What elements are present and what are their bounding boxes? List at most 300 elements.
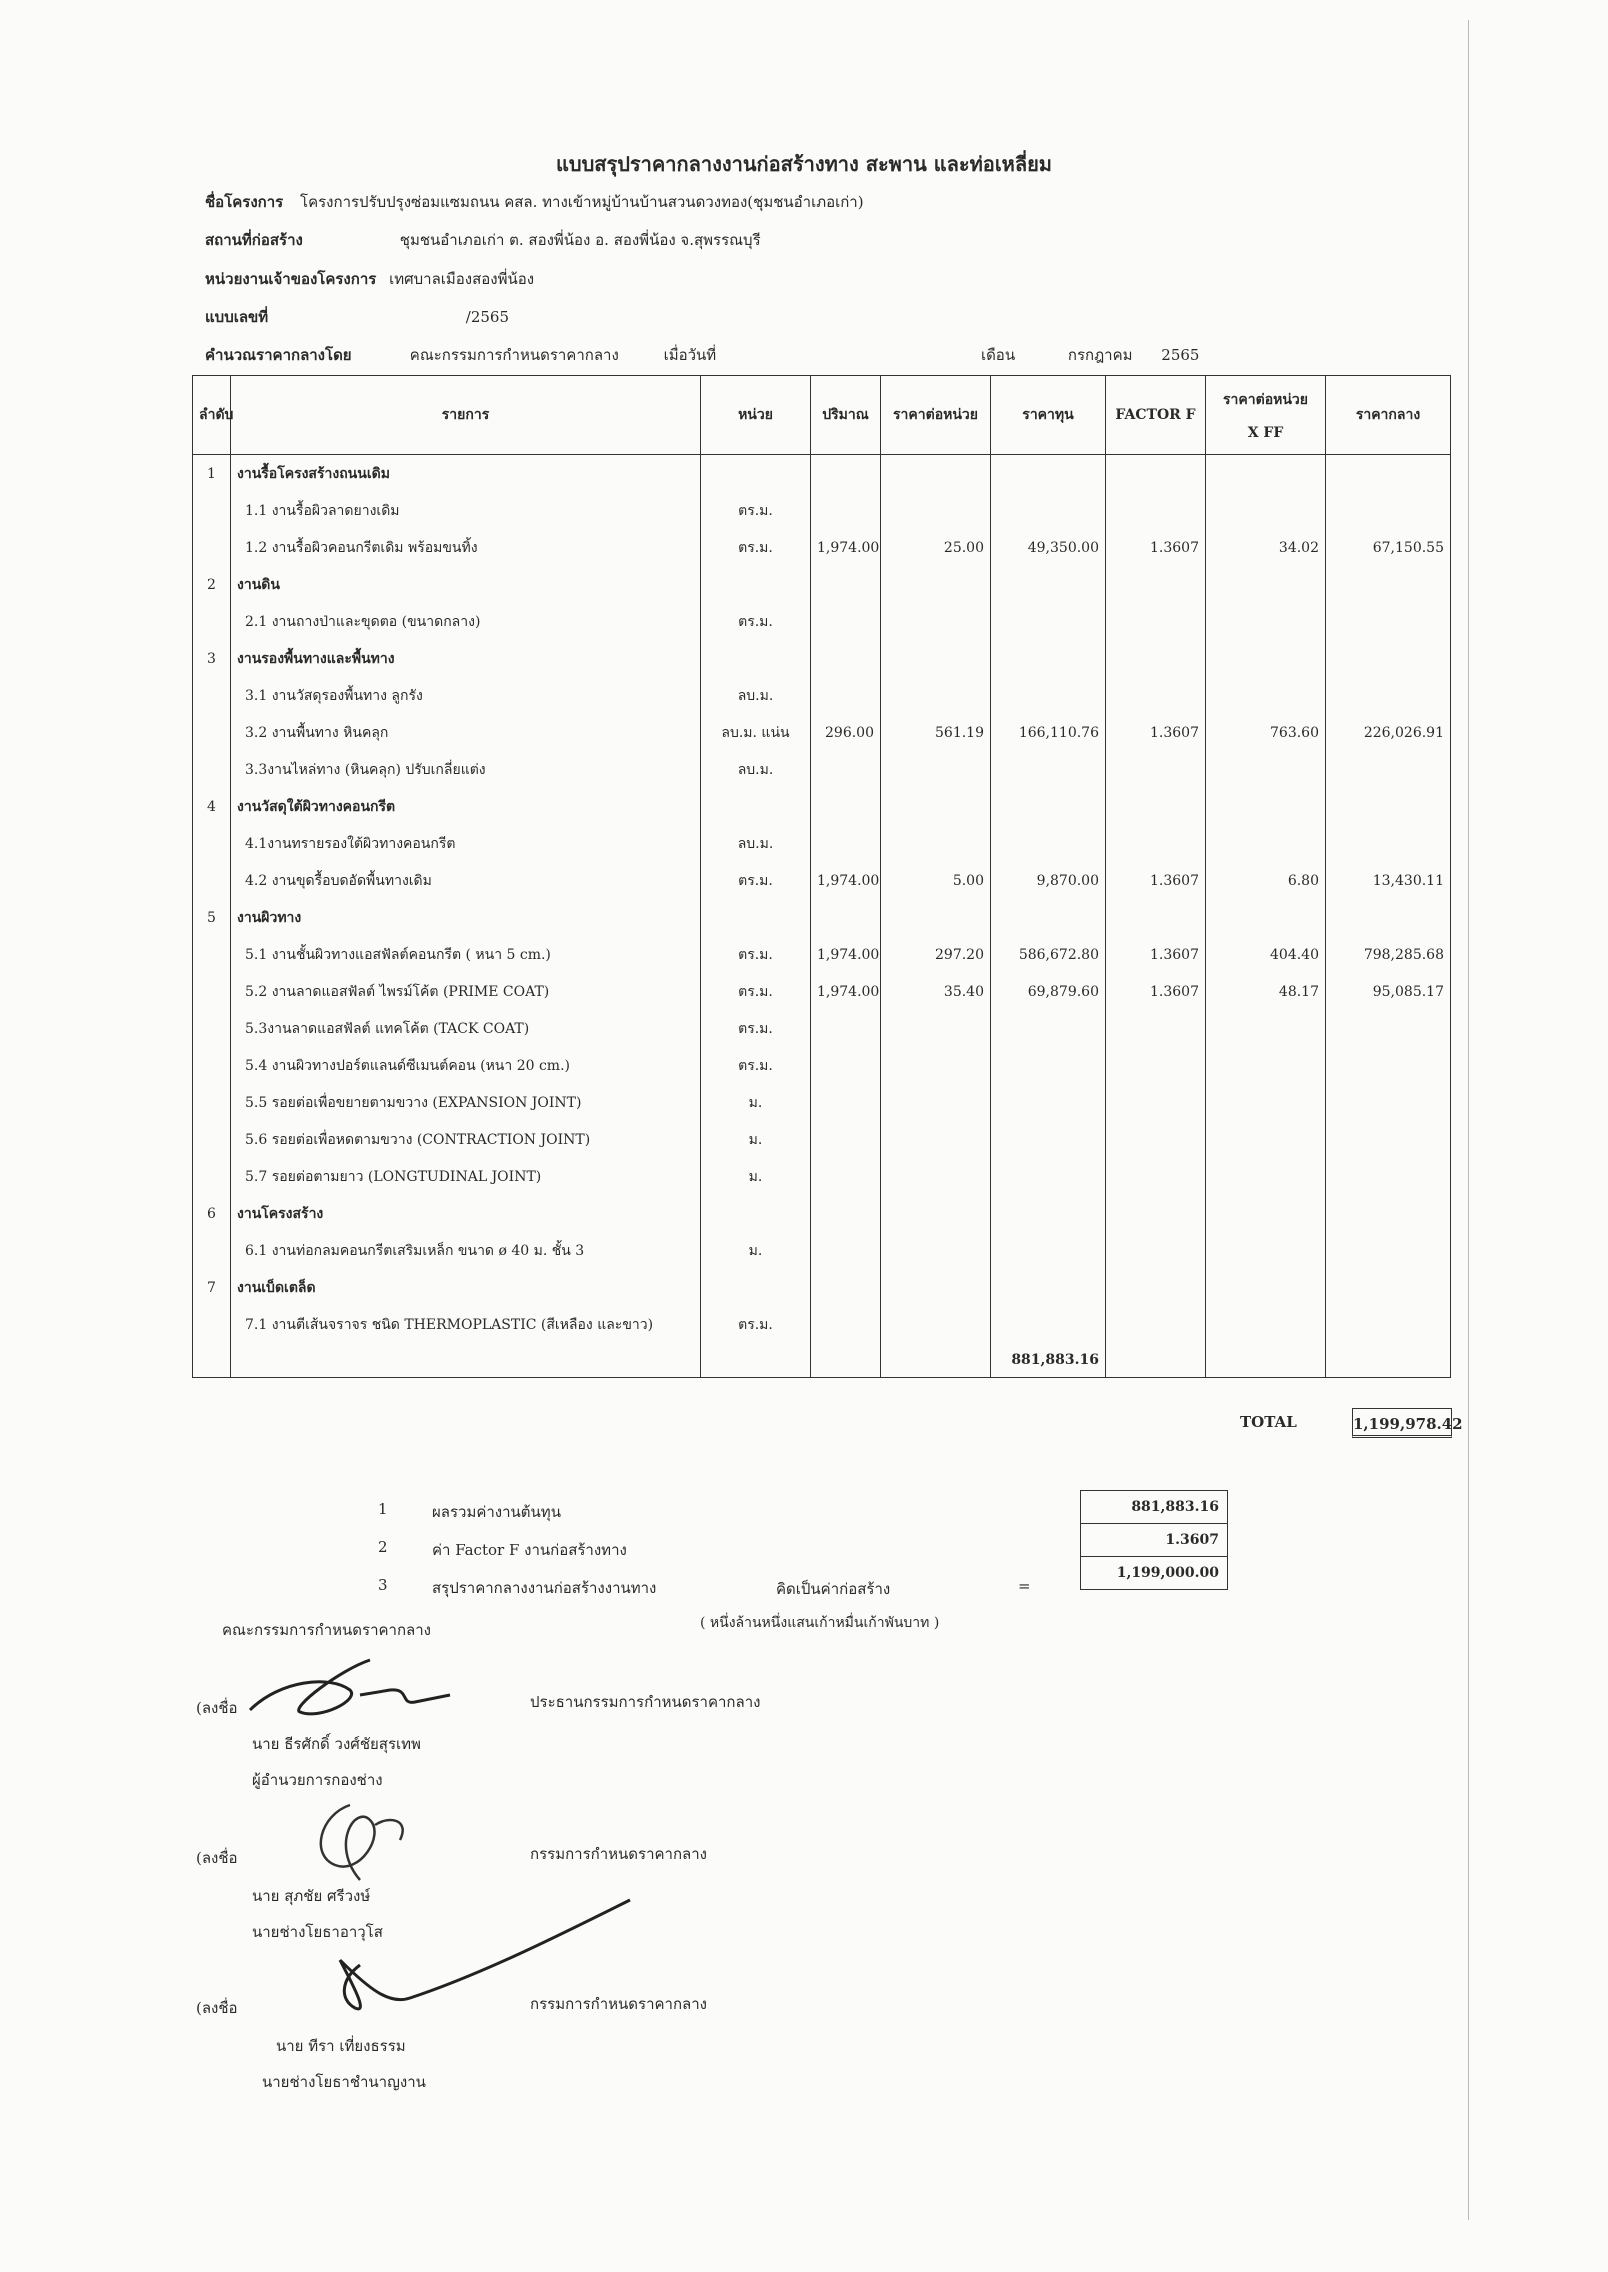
cell-unit: ตร.ม. [701,1047,811,1084]
summary-value-factor: 1.3607 [1081,1524,1227,1557]
cell-qty: 1,974.00 [811,529,881,566]
cell-item: 4.2 งานขุดรื้อบดอัดพื้นทางเดิม [231,862,701,899]
table-row [193,862,1451,899]
cell-qty [811,677,881,714]
calc-value: คณะกรรมการกำหนดราคากลาง [409,346,619,364]
cell-no: 7 [193,1269,231,1306]
cell-no: 6 [193,1195,231,1232]
section-row [193,788,1451,825]
cell-item: งานรื้อโครงสร้างถนนเดิม [231,455,701,493]
sign-label-2: (ลงชื่อ [196,1849,238,1867]
cell-unit-cost [881,1121,991,1158]
cell-unit: ตร.ม. [701,862,811,899]
cell-item: 7.1 งานตีเส้นจราจร ชนิด THERMOPLASTIC (สีเหลือง และขาว) [231,1306,701,1343]
cell-factor [1106,677,1206,714]
role-2: กรรมการกำหนดราคากลาง [530,1845,707,1863]
cell-cost [991,677,1106,714]
table-row [193,1047,1451,1084]
subtotal-empty-cell [1326,1343,1451,1378]
cell-no [193,603,231,640]
cell-cost [991,1232,1106,1269]
col-header-no: ลำดับ [193,376,231,455]
cell-unit-ff [1206,751,1326,788]
table-row [193,1158,1451,1195]
summary-no: 1 [378,1500,388,1518]
cell-unit-ff [1206,1232,1326,1269]
cell-factor [1106,1010,1206,1047]
project-value: โครงการปรับปรุงซ่อมแซมถนน คสล. ทางเข้าหมู่บ้านบ้านสวนดวงทอง(ชุมชนอำเภอเก่า) [300,193,864,211]
cell-qty [811,788,881,825]
cell-cost [991,1195,1106,1232]
subtotal-empty-cell [231,1343,701,1378]
table-row [193,751,1451,788]
col-header-unit-ff-line1: ราคาต่อหน่วย [1223,392,1308,408]
cell-no [193,936,231,973]
amount-words: ( หนึ่งล้านหนึ่งแสนเก้าหมื่นเก้าพันบาท ) [700,1615,940,1631]
cell-qty [811,1232,881,1269]
cell-unit-ff [1206,1269,1326,1306]
calc-as-label: คิดเป็นค่าก่อสร้าง [776,1580,891,1598]
col-header-median: ราคากลาง [1326,376,1451,455]
table-row [193,1084,1451,1121]
cell-factor [1106,1306,1206,1343]
summary-no: 2 [378,1538,388,1556]
cell-unit-ff [1206,1047,1326,1084]
cell-qty: 1,974.00 [811,862,881,899]
calc-label: คำนวณราคากลางโดย [205,346,352,364]
cell-median [1326,1269,1451,1306]
cell-median: 13,430.11 [1326,862,1451,899]
cell-item: งานวัสดุใต้ผิวทางคอนกรีต [231,788,701,825]
cell-unit [701,1195,811,1232]
cell-no [193,529,231,566]
cell-cost [991,1306,1106,1343]
cell-median [1326,1306,1451,1343]
cell-unit: ลบ.ม. แน่น [701,714,811,751]
cell-cost [991,825,1106,862]
cell-unit: ตร.ม. [701,1010,811,1047]
table-header-row [193,376,1451,455]
section-row [193,455,1451,493]
cell-unit [701,1269,811,1306]
cell-factor [1106,751,1206,788]
cell-cost [991,1047,1106,1084]
role-1: ประธานกรรมการกำหนดราคากลาง [530,1693,761,1711]
subtotal-empty-cell [811,1343,881,1378]
sign-label-1: (ลงชื่อ [196,1699,238,1717]
cell-factor: 1.3607 [1106,714,1206,751]
cell-factor: 1.3607 [1106,973,1206,1010]
col-header-unit-ff [1206,376,1326,455]
cell-median [1326,1232,1451,1269]
cell-unit: ตร.ม. [701,1306,811,1343]
cell-factor [1106,455,1206,493]
position-2: นายช่างโยธาอาวุโส [252,1923,383,1941]
cell-factor [1106,899,1206,936]
month-label: เดือน [980,346,1016,364]
cell-qty [811,1121,881,1158]
cell-item: 5.5 รอยต่อเพื่อขยายตามขวาง (EXPANSION JOINT) [231,1084,701,1121]
cell-median [1326,1195,1451,1232]
cell-unit-ff [1206,640,1326,677]
role-3: กรรมการกำหนดราคากลาง [530,1995,707,2013]
section-row [193,640,1451,677]
cell-cost [991,603,1106,640]
cell-median [1326,899,1451,936]
cell-qty [811,566,881,603]
summary-value-total: 1,199,000.00 [1116,1565,1219,1581]
name-1: นาย ธีรศักดิ์ วงศ์ชัยสุรเทพ [252,1735,421,1753]
cell-no [193,1158,231,1195]
col-header-qty: ปริมาณ [811,376,881,455]
cell-median: 95,085.17 [1326,973,1451,1010]
cell-median [1326,492,1451,529]
cell-unit-cost [881,1010,991,1047]
cell-unit: ม. [701,1232,811,1269]
cell-no: 1 [193,455,231,493]
cell-item: 1.1 งานรื้อผิวลาดยางเดิม [231,492,701,529]
year-value: 2565 [1161,346,1200,364]
cell-qty [811,1047,881,1084]
cell-unit-ff [1206,1195,1326,1232]
cell-unit-cost: 5.00 [881,862,991,899]
cell-cost [991,640,1106,677]
subtotal-empty-cell [881,1343,991,1378]
summary-no: 3 [378,1576,388,1594]
cell-qty [811,899,881,936]
cell-unit-ff [1206,455,1326,493]
subtotal-empty-cell [701,1343,811,1378]
cell-factor: 1.3607 [1106,936,1206,973]
cell-unit-cost [881,825,991,862]
cell-unit-ff [1206,677,1326,714]
table-row [193,677,1451,714]
cell-no [193,751,231,788]
cell-unit-ff: 763.60 [1206,714,1326,751]
cell-median: 67,150.55 [1326,529,1451,566]
cell-cost: 166,110.76 [991,714,1106,751]
project-label: ชื่อโครงการ [205,193,284,211]
cell-unit: ตร.ม. [701,936,811,973]
cell-factor [1106,492,1206,529]
cell-no [193,1047,231,1084]
cell-cost [991,1010,1106,1047]
cell-unit [701,899,811,936]
cell-item: 5.3งานลาดแอสฟัลต์ แทคโค้ต (TACK COAT) [231,1010,701,1047]
subtotal-empty-cell [193,1343,231,1378]
cell-factor [1106,1047,1206,1084]
cell-median [1326,640,1451,677]
cell-factor [1106,1195,1206,1232]
cell-qty [811,751,881,788]
cell-unit-ff: 48.17 [1206,973,1326,1010]
cell-unit-cost: 35.40 [881,973,991,1010]
cell-qty: 1,974.00 [811,973,881,1010]
table-row [193,936,1451,973]
cell-unit-cost [881,566,991,603]
section-row [193,1195,1451,1232]
cell-item: 5.1 งานชั้นผิวทางแอสฟัลต์คอนกรีต ( หนา 5 cm.) [231,936,701,973]
name-3: นาย ทีรา เที่ยงธรรม [276,2037,406,2055]
cell-item: 5.7 รอยต่อตามยาว (LONGTUDINAL JOINT) [231,1158,701,1195]
owner-value: เทศบาลเมืองสองพี่น้อง [389,270,535,288]
cell-unit-ff [1206,1306,1326,1343]
cell-median [1326,1084,1451,1121]
cell-cost [991,899,1106,936]
cell-unit-ff [1206,825,1326,862]
committee-heading: คณะกรรมการกำหนดราคากลาง [222,1621,431,1639]
table-row [193,1232,1451,1269]
cell-item: 3.1 งานวัสดุรองพื้นทาง ลูกรัง [231,677,701,714]
cell-factor [1106,1269,1206,1306]
cell-factor [1106,825,1206,862]
cell-factor [1106,1121,1206,1158]
cell-no [193,1306,231,1343]
cell-unit: ตร.ม. [701,529,811,566]
cell-item: 6.1 งานท่อกลมคอนกรีตเสริมเหล็ก ขนาด ø 40 ม. ชั้น 3 [231,1232,701,1269]
cell-unit-cost [881,788,991,825]
table-row [193,714,1451,751]
cell-unit: ม. [701,1158,811,1195]
table-row [193,825,1451,862]
cell-cost [991,1084,1106,1121]
cell-cost [991,455,1106,493]
cell-unit-ff [1206,1121,1326,1158]
cell-qty [811,492,881,529]
cell-item: 4.1งานทรายรองใต้ผิวทางคอนกรีต [231,825,701,862]
cell-median [1326,1047,1451,1084]
cell-no [193,1084,231,1121]
cell-no [193,862,231,899]
col-header-unit-ff-line2: X FF [1247,425,1284,441]
cell-no: 2 [193,566,231,603]
cell-qty [811,455,881,493]
cell-qty [811,1306,881,1343]
cell-no [193,973,231,1010]
cell-median [1326,825,1451,862]
col-header-unit-cost: ราคาต่อหน่วย [881,376,991,455]
location-label: สถานที่ก่อสร้าง [205,231,303,249]
cell-cost [991,566,1106,603]
cell-median [1326,603,1451,640]
form-no-value: /2565 [465,308,510,326]
cell-no: 4 [193,788,231,825]
table-row [193,492,1451,529]
cell-median: 226,026.91 [1326,714,1451,751]
cell-cost: 9,870.00 [991,862,1106,899]
col-header-unit: หน่วย [701,376,811,455]
cell-no: 5 [193,899,231,936]
cell-unit-ff [1206,1158,1326,1195]
cell-cost: 49,350.00 [991,529,1106,566]
cell-unit: ลบ.ม. [701,677,811,714]
cell-unit-cost [881,677,991,714]
cell-no [193,825,231,862]
cell-qty [811,1010,881,1047]
cell-no [193,1121,231,1158]
table-body [193,455,1451,1378]
cell-unit-cost [881,455,991,493]
col-header-cost: ราคาทุน [991,376,1106,455]
cell-cost [991,751,1106,788]
cell-factor [1106,788,1206,825]
owner-label: หน่วยงานเจ้าของโครงการ [205,270,377,288]
cell-median [1326,751,1451,788]
table-row [193,1010,1451,1047]
cell-unit-cost [881,1232,991,1269]
location-value: ชุมชนอำเภอเก่า ต. สองพี่น้อง อ. สองพี่น้อง จ.สุพรรณบุรี [399,231,761,249]
table-row [193,529,1451,566]
cell-item: งานผิวทาง [231,899,701,936]
date-label: เมื่อวันที่ [663,346,717,364]
cell-unit-ff: 6.80 [1206,862,1326,899]
col-header-factor: FACTOR F [1106,376,1206,455]
cell-median [1326,566,1451,603]
cell-no [193,714,231,751]
cell-item: งานรองพื้นทางและพื้นทาง [231,640,701,677]
cell-qty [811,603,881,640]
owner-line [205,267,534,291]
equals-sign: = [1018,1577,1031,1595]
cell-unit [701,455,811,493]
cell-unit: ตร.ม. [701,603,811,640]
cell-unit: ลบ.ม. [701,751,811,788]
cell-median [1326,1121,1451,1158]
form-no-label: แบบเลขที่ [205,308,269,326]
name-2: นาย สุภชัย ศรีวงษ์ [252,1887,371,1905]
sign-label-3: (ลงชื่อ [196,1999,238,2017]
cell-unit-ff [1206,788,1326,825]
cell-factor: 1.3607 [1106,529,1206,566]
cell-unit [701,640,811,677]
estimate-table [192,375,1451,1378]
cell-unit-cost [881,1158,991,1195]
cell-unit-cost: 561.19 [881,714,991,751]
cell-unit: ม. [701,1121,811,1158]
cell-unit: ตร.ม. [701,973,811,1010]
table-row [193,1306,1451,1343]
cell-unit: ตร.ม. [701,492,811,529]
cell-item: 5.2 งานลาดแอสฟัลต์ ไพรม์โค้ต (PRIME COAT) [231,973,701,1010]
cell-unit-cost [881,1047,991,1084]
summary-label: สรุปราคากลางงานก่อสร้างงานทาง [432,1579,657,1597]
cell-unit-cost [881,492,991,529]
cell-factor [1106,1232,1206,1269]
cell-unit-cost [881,640,991,677]
position-3: นายช่างโยธาชำนาญงาน [262,2073,426,2091]
cell-item: 5.6 รอยต่อเพื่อหดตามขวาง (CONTRACTION JOINT) [231,1121,701,1158]
cell-qty [811,1195,881,1232]
page-edge-line [1468,20,1469,2220]
summary-value-cost: 881,883.16 [1081,1491,1227,1524]
col-header-item: รายการ [231,376,701,455]
cell-item: 3.3งานไหล่ทาง (หินคลุก) ปรับเกลี่ยแต่ง [231,751,701,788]
cell-unit-cost: 297.20 [881,936,991,973]
cell-unit-cost [881,1084,991,1121]
calc-line [205,343,1255,367]
cell-unit-ff [1206,566,1326,603]
section-row [193,1269,1451,1306]
subtotal-cost: 881,883.16 [991,1343,1106,1378]
cell-qty [811,1269,881,1306]
cell-median [1326,1158,1451,1195]
cell-item: 1.2 งานรื้อผิวคอนกรีตเดิม พร้อมขนทิ้ง [231,529,701,566]
cell-item: 3.2 งานพื้นทาง หินคลุก [231,714,701,751]
signature-2-image [290,1795,430,1890]
cell-unit-ff [1206,1010,1326,1047]
cell-factor: 1.3607 [1106,862,1206,899]
table-row [193,973,1451,1010]
cell-no [193,1010,231,1047]
cell-no: 3 [193,640,231,677]
table-row [193,603,1451,640]
signature-1-image [240,1650,460,1740]
cell-item: 2.1 งานถางป่าและขุดตอ (ขนาดกลาง) [231,603,701,640]
month-value: กรกฎาคม [1067,346,1133,364]
cell-no [193,677,231,714]
position-1: ผู้อำนวยการกองช่าง [252,1771,383,1789]
cell-median [1326,1010,1451,1047]
cell-unit-cost [881,751,991,788]
cell-median [1326,455,1451,493]
subtotal-row [193,1343,1451,1378]
cell-unit-ff [1206,603,1326,640]
cell-item: งานเบ็ดเตล็ด [231,1269,701,1306]
cell-qty [811,825,881,862]
cell-unit-ff: 404.40 [1206,936,1326,973]
cell-unit: ม. [701,1084,811,1121]
total-value: 1,199,978.42 [1352,1408,1452,1438]
cell-cost [991,492,1106,529]
cell-cost [991,1269,1106,1306]
cell-qty [811,1158,881,1195]
cell-qty: 296.00 [811,714,881,751]
cell-unit-cost [881,1306,991,1343]
project-line [205,190,864,214]
cell-unit-ff: 34.02 [1206,529,1326,566]
cell-factor [1106,603,1206,640]
subtotal-empty-cell [1206,1343,1326,1378]
cell-cost [991,788,1106,825]
cell-unit-cost [881,899,991,936]
cell-unit-cost: 25.00 [881,529,991,566]
summary-label: ค่า Factor F งานก่อสร้างทาง [432,1541,627,1559]
cell-cost: 69,879.60 [991,973,1106,1010]
cell-unit-cost [881,1269,991,1306]
table-row [193,1121,1451,1158]
cell-unit-ff [1206,492,1326,529]
subtotal-empty-cell [1106,1343,1206,1378]
cell-median [1326,788,1451,825]
cell-unit-ff [1206,1084,1326,1121]
cell-unit-cost [881,603,991,640]
summary-label: ผลรวมค่างานต้นทุน [432,1503,561,1521]
cell-qty [811,1084,881,1121]
cell-item: งานดิน [231,566,701,603]
cell-item: 5.4 งานผิวทางปอร์ตแลนด์ซีเมนต์คอน (หนา 20 cm.) [231,1047,701,1084]
cell-median [1326,677,1451,714]
cell-unit-ff [1206,899,1326,936]
cell-no [193,492,231,529]
cell-cost [991,1158,1106,1195]
cell-factor [1106,1084,1206,1121]
cell-factor [1106,1158,1206,1195]
section-row [193,566,1451,603]
cell-factor [1106,640,1206,677]
total-label: TOTAL [1240,1413,1297,1431]
cell-unit-cost [881,1195,991,1232]
cell-cost [991,1121,1106,1158]
